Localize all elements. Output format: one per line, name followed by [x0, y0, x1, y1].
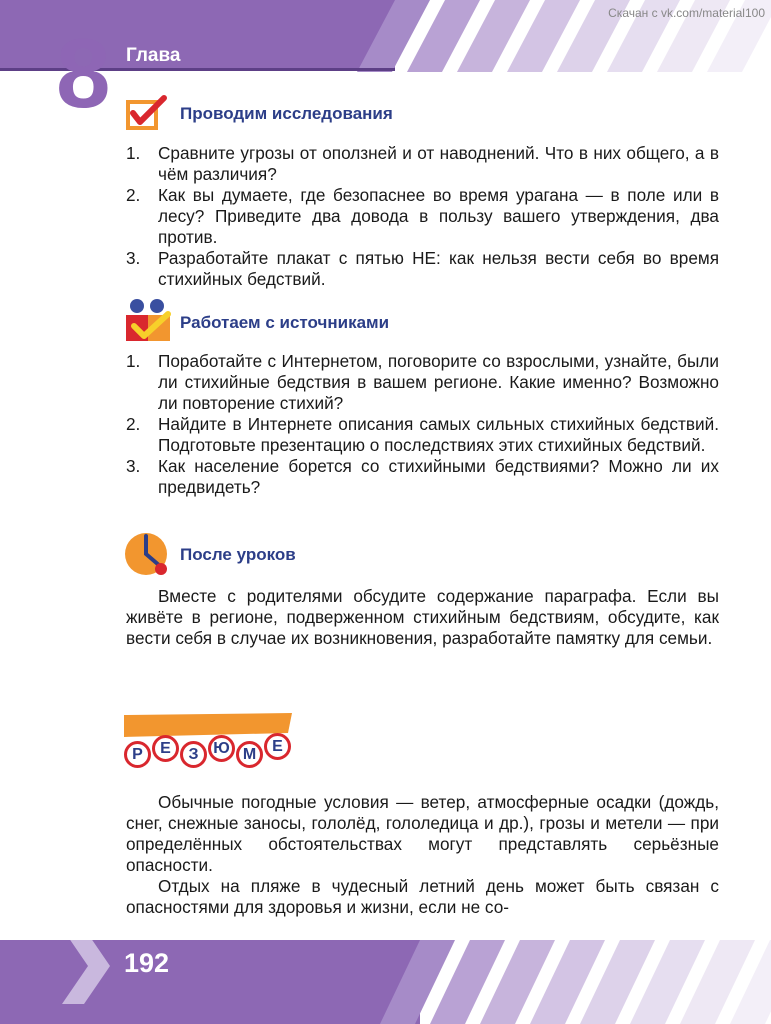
resume-letter: Р — [124, 741, 151, 768]
item-number: 1. — [126, 143, 141, 163]
sources-list — [126, 351, 719, 498]
research-list — [126, 143, 719, 290]
watermark: Скачан с vk.com/material100 — [608, 6, 765, 20]
item-text: Как население борется со стихийными бедствиями? Можно ли их предвидеть? — [158, 456, 719, 497]
chapter-label: Глава — [126, 45, 181, 66]
item-number: 3. — [126, 248, 141, 268]
item-number: 2. — [126, 414, 141, 434]
clock-icon — [124, 532, 170, 578]
item-number: 2. — [126, 185, 141, 205]
section-title-after-lessons: После уроков — [180, 545, 296, 564]
people-icon — [124, 298, 172, 344]
resume-letter: М — [236, 741, 263, 768]
resume-paragraph: Отдых на пляже в чудесный летний день может быть связан с опасностями для здоровья и жизни, если не со- — [126, 876, 719, 917]
resume-text — [126, 792, 719, 918]
resume-letter: З — [180, 741, 207, 768]
section-title-sources: Работаем с источниками — [180, 313, 390, 332]
list-item — [126, 351, 719, 414]
section-title-research: Проводим исследования — [180, 104, 393, 123]
resume-letter: Ю — [208, 735, 235, 762]
page-number: 192 — [124, 948, 170, 978]
item-text: Разработайте плакат с пятью НЕ: как нельзя вести себя во время стихийных бедствий. — [158, 248, 719, 289]
item-text: Поработайте с Интернетом, поговорите со взрослыми, узнайте, были ли стихийные бедствия в вашем регионе. Какие именно? Возможно ли повторение стихий? — [158, 351, 719, 413]
item-text: Найдите в Интернете описания самых сильных стихийных бедствий. Подготовьте презентацию о последствиях этих стихийных бедствий. — [158, 414, 719, 455]
chapter-number: 8 — [56, 18, 111, 128]
list-item — [126, 185, 719, 248]
list-item — [126, 414, 719, 456]
resume-badge — [124, 713, 304, 775]
resume-letter: Е — [152, 735, 179, 762]
list-item — [126, 456, 719, 498]
after-lessons-paragraph: Вместе с родителями обсудите содержание параграфа. Если вы живёте в регионе, подверженном стихийным бедствиям, обсудите, как вести себя в случае их возникновения, разработайте памятку для семьи. — [126, 586, 719, 648]
list-item — [126, 248, 719, 290]
item-text: Сравните угрозы от оползней и от наводнений. Что в них общего, а в чём различия? — [158, 143, 719, 184]
footer-bar — [0, 940, 771, 1024]
item-number: 1. — [126, 351, 141, 371]
resume-letter: Е — [264, 733, 291, 760]
item-number: 3. — [126, 456, 141, 476]
list-item — [126, 143, 719, 185]
resume-paragraph: Обычные погодные условия — ветер, атмосферные осадки (дождь, снег, снежные заносы, гололёд, гололедица и др.), грозы и метели — при определённых обстоятельствах могут представлять серьёзные опасности. — [126, 792, 719, 875]
item-text: Как вы думаете, где безопаснее во время урагана — в поле или в лесу? Приведите два довода в пользу вашего утверждения, два против. — [158, 185, 719, 247]
checkbox-icon — [124, 94, 170, 132]
